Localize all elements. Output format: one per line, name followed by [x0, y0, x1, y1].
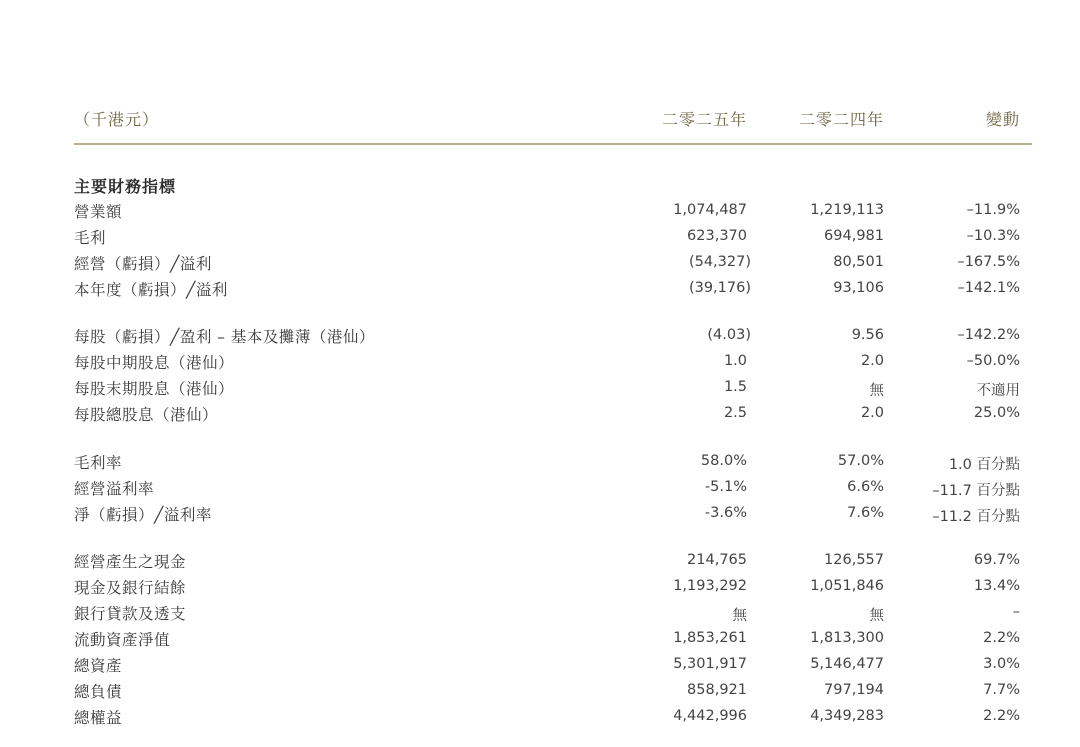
- header-divider: [74, 143, 1032, 145]
- value-2025: 623,370: [687, 228, 747, 244]
- row-label: 毛利率: [74, 454, 123, 472]
- unit-label: （千港元）: [74, 110, 160, 129]
- value-2024: 6.6%: [847, 479, 884, 495]
- value-change: –142.1%: [957, 280, 1020, 296]
- table-row: [74, 451, 1032, 475]
- table-row: [74, 403, 1032, 427]
- value-2025: 1.0: [723, 353, 747, 369]
- value-2024: 9.56: [851, 327, 884, 343]
- row-label: 流動資產淨值: [74, 631, 171, 649]
- column-header-2024: 二零二四年: [798, 110, 884, 129]
- value-change: 3.0%: [983, 656, 1020, 672]
- value-2025: -3.6%: [704, 505, 747, 521]
- value-change: –11.7 百分點: [932, 483, 1020, 499]
- value-change: 69.7%: [973, 552, 1020, 568]
- table-row: [74, 252, 1032, 276]
- value-2025: 4,442,996: [673, 708, 747, 724]
- column-header-change: 變動: [985, 110, 1020, 129]
- row-label: 現金及銀行結餘: [74, 579, 187, 597]
- value-2024: 80,501: [833, 254, 884, 270]
- value-2024: 5,146,477: [810, 656, 884, 672]
- value-2025: 1,853,261: [673, 630, 747, 646]
- value-2025: 2.5: [723, 405, 747, 421]
- value-2024: 無: [869, 383, 884, 399]
- row-label: 營業額: [74, 203, 123, 221]
- table-row: [74, 200, 1032, 224]
- value-2025: 1.5: [723, 379, 747, 395]
- financial-highlights-page: [74, 0, 1032, 747]
- value-2024: 1,219,113: [810, 202, 884, 218]
- value-change: 7.7%: [983, 682, 1020, 698]
- row-label: 經營溢利率: [74, 480, 155, 498]
- value-change: –167.5%: [957, 254, 1020, 270]
- value-2024: 7.6%: [847, 505, 884, 521]
- row-label: 總權益: [74, 709, 123, 727]
- value-2025: (4.03): [707, 327, 751, 343]
- row-label: 銀行貸款及透支: [74, 605, 187, 623]
- value-2024: 126,557: [824, 552, 884, 568]
- table-row: [74, 503, 1032, 527]
- value-2024: 2.0: [860, 405, 884, 421]
- table-row: [74, 602, 1032, 626]
- table-row: [74, 377, 1032, 401]
- value-change: –10.3%: [966, 228, 1020, 244]
- value-2025: (54,327): [688, 254, 751, 270]
- row-label: 每股末期股息（港仙）: [74, 380, 235, 398]
- value-change: 13.4%: [973, 578, 1020, 594]
- value-change: 1.0 百分點: [948, 457, 1020, 473]
- table-row: [74, 325, 1032, 349]
- value-2024: 1,813,300: [810, 630, 884, 646]
- table-row: [74, 628, 1032, 652]
- row-label: 本年度（虧損）╱溢利: [74, 281, 228, 299]
- table-row: [74, 278, 1032, 302]
- value-2024: 694,981: [824, 228, 884, 244]
- value-2024: 57.0%: [837, 453, 884, 469]
- row-label: 淨（虧損）╱溢利率: [74, 506, 212, 524]
- table-row: [74, 351, 1032, 375]
- value-2025: -5.1%: [704, 479, 747, 495]
- table-row: [74, 576, 1032, 600]
- value-change: –: [1012, 604, 1020, 620]
- value-2025: 無: [732, 608, 747, 624]
- value-2024: 2.0: [860, 353, 884, 369]
- row-label: 總資產: [74, 657, 123, 675]
- value-change: –50.0%: [966, 353, 1020, 369]
- section-title: 主要財務指標: [74, 177, 177, 196]
- value-2025: 5,301,917: [673, 656, 747, 672]
- row-label: 毛利: [74, 229, 107, 247]
- value-2024: 797,194: [824, 682, 884, 698]
- table-row: [74, 550, 1032, 574]
- value-2024: 93,106: [833, 280, 884, 296]
- column-header-2025: 二零二五年: [661, 110, 747, 129]
- row-label: 經營產生之現金: [74, 553, 187, 571]
- value-2025: (39,176): [688, 280, 751, 296]
- table-row: [74, 477, 1032, 501]
- value-2024: 無: [869, 608, 884, 624]
- value-change: –142.2%: [957, 327, 1020, 343]
- value-2025: 1,074,487: [673, 202, 747, 218]
- value-change: 不適用: [976, 383, 1020, 399]
- value-2025: 858,921: [687, 682, 747, 698]
- row-label: 每股中期股息（港仙）: [74, 354, 235, 372]
- table-row: [74, 226, 1032, 250]
- table-row: [74, 680, 1032, 704]
- value-2025: 1,193,292: [673, 578, 747, 594]
- value-change: 2.2%: [983, 630, 1020, 646]
- value-change: 2.2%: [983, 708, 1020, 724]
- table-header: [74, 107, 1032, 133]
- row-label: 經營（虧損）╱溢利: [74, 255, 212, 273]
- value-change: –11.2 百分點: [932, 509, 1020, 525]
- value-2024: 1,051,846: [810, 578, 884, 594]
- value-2024: 4,349,283: [810, 708, 884, 724]
- row-label: 總負債: [74, 683, 123, 701]
- value-2025: 214,765: [687, 552, 747, 568]
- value-change: –11.9%: [966, 202, 1020, 218]
- row-label: 每股總股息（港仙）: [74, 406, 219, 424]
- value-2025: 58.0%: [700, 453, 747, 469]
- table-row: [74, 654, 1032, 678]
- row-label: 每股（虧損）╱盈利 – 基本及攤薄（港仙）: [74, 328, 375, 346]
- value-change: 25.0%: [973, 405, 1020, 421]
- table-row: [74, 706, 1032, 730]
